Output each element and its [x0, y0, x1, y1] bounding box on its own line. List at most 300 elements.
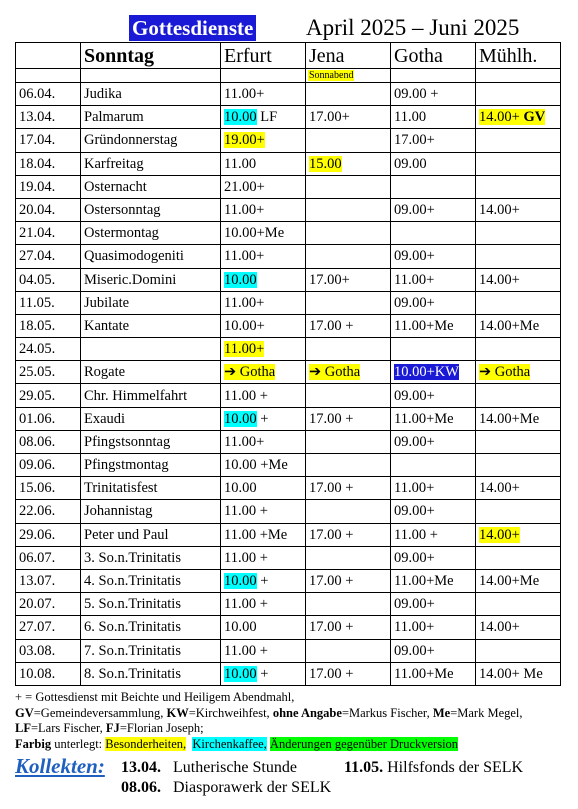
- service-name-cell: [81, 338, 221, 361]
- jena-cell: [306, 593, 391, 616]
- subhead-cell: [81, 69, 221, 83]
- erfurt-cell: [221, 407, 306, 430]
- date-cell: [16, 268, 81, 291]
- date-cell-value: 06.07.: [19, 549, 56, 566]
- erfurt-cell-value: 21.00+: [224, 178, 265, 195]
- erfurt-cell-value: +: [260, 665, 269, 682]
- erfurt-cell: [221, 500, 306, 523]
- legend-text: =Lars Fischer,: [30, 721, 106, 735]
- service-name-cell-value: Rogate: [84, 364, 126, 381]
- collection-text: Diasporawerk der SELK: [173, 779, 332, 796]
- service-name-cell: [81, 407, 221, 430]
- muehlh-cell: [476, 593, 561, 616]
- date-cell: [16, 175, 81, 198]
- muehlh-cell: [476, 198, 561, 221]
- date-cell: [16, 83, 81, 106]
- service-name-cell-value: 3. So.n.Trinitatis: [84, 549, 181, 566]
- collections-label: Kollekten:: [15, 754, 105, 778]
- gotha-cell-value: 09.00+: [394, 549, 435, 566]
- muehlh-cell-value: 14.00+: [479, 109, 520, 126]
- gotha-cell: [391, 477, 476, 500]
- jena-cell: [306, 662, 391, 685]
- erfurt-cell-value: 11.00+: [224, 341, 265, 358]
- jena-cell: [306, 222, 391, 245]
- table-row: [16, 175, 561, 198]
- muehlh-cell-value: 14.00+: [479, 480, 520, 497]
- legend-line-3: [15, 721, 565, 737]
- jena-cell-value: 17.00 +: [309, 317, 354, 334]
- erfurt-cell-value: 11.00 +: [224, 549, 268, 566]
- service-name-cell: [81, 361, 221, 384]
- date-cell: [16, 384, 81, 407]
- jena-cell: [306, 198, 391, 221]
- collection-item: [121, 778, 331, 798]
- erfurt-cell-value: 10.00 +Me: [224, 457, 288, 474]
- muehlh-cell-value: ➔ Gotha: [479, 364, 531, 381]
- muehlh-cell: [476, 384, 561, 407]
- jena-cell-value: 17.00 +: [309, 619, 354, 636]
- service-name-cell-value: Exaudi: [84, 410, 126, 427]
- gotha-cell: [391, 314, 476, 337]
- date-cell: [16, 129, 81, 152]
- service-name-cell: [81, 291, 221, 314]
- service-name-cell-value: Pfingstmontag: [84, 457, 169, 474]
- gotha-cell-value: 11.00+Me: [394, 410, 454, 427]
- erfurt-cell-value: ➔ Gotha: [224, 364, 276, 381]
- muehlh-cell: [476, 639, 561, 662]
- erfurt-cell-value: 11.00: [224, 155, 257, 172]
- table-row: [16, 83, 561, 106]
- date-cell-value: 11.05.: [19, 294, 55, 311]
- subhead-cell: [306, 69, 391, 83]
- jena-cell: [306, 384, 391, 407]
- jena-cell: [306, 268, 391, 291]
- table-row: [16, 454, 561, 477]
- date-cell-value: 29.06.: [19, 526, 56, 543]
- page-title: Gottesdienste: [129, 15, 256, 41]
- subhead-cell: [221, 69, 306, 83]
- table-row: [16, 593, 561, 616]
- gotha-cell-value: 11.00+: [394, 619, 435, 636]
- jena-cell-value: 17.00 +: [309, 665, 354, 682]
- date-cell-value: 24.05.: [19, 341, 56, 358]
- legend-key: LF: [15, 721, 31, 735]
- erfurt-cell: [221, 454, 306, 477]
- gotha-cell-value: 09.00+: [394, 433, 435, 450]
- erfurt-cell: [221, 569, 306, 592]
- service-name-cell-value: Pfingstsonntag: [84, 433, 171, 450]
- color-tag-coffee: Kirchenkaffee,: [192, 736, 267, 751]
- gotha-cell-value: 11.00+: [394, 480, 435, 497]
- muehlh-cell: [476, 152, 561, 175]
- col-date-header: [16, 43, 81, 69]
- gotha-cell-value: 09.00+: [394, 387, 435, 404]
- erfurt-cell-value: 10.00: [224, 109, 257, 126]
- service-name-cell: [81, 430, 221, 453]
- muehlh-cell-value: 14.00+Me: [479, 410, 540, 427]
- date-cell-value: 13.07.: [19, 573, 56, 590]
- legend-line-1: + = Gottesdienst mit Beichte und Heiligem Abendmahl,: [15, 690, 295, 704]
- jena-cell: [306, 152, 391, 175]
- erfurt-cell-value: 10.00+: [224, 317, 265, 334]
- date-cell-value: 27.04.: [19, 248, 56, 265]
- muehlh-cell-value: 14.00+: [479, 526, 520, 543]
- table-row: [16, 291, 561, 314]
- erfurt-cell: [221, 593, 306, 616]
- date-cell-value: 19.04.: [19, 178, 56, 195]
- date-cell-value: 20.07.: [19, 596, 56, 613]
- collection-item: [121, 758, 297, 778]
- date-cell-value: 22.06.: [19, 503, 56, 520]
- jena-cell-value: 17.00 +: [309, 526, 354, 543]
- erfurt-cell: [221, 477, 306, 500]
- legend-key: ohne Angabe: [272, 705, 342, 720]
- erfurt-cell: [221, 384, 306, 407]
- gotha-cell-value: 11.00+Me: [394, 317, 454, 334]
- service-name-cell-value: Quasimodogeniti: [84, 248, 184, 265]
- muehlh-cell: [476, 106, 561, 129]
- jena-cell: [306, 175, 391, 198]
- erfurt-cell-value: 10.00: [224, 271, 257, 288]
- gotha-cell-value: 11.00+: [394, 271, 435, 288]
- date-cell: [16, 639, 81, 662]
- gotha-cell: [391, 593, 476, 616]
- service-name-cell-value: Ostermontag: [84, 225, 159, 242]
- gotha-cell-value: 09.00+: [394, 642, 435, 659]
- legend-key: Me: [432, 705, 451, 720]
- jena-cell: [306, 454, 391, 477]
- gotha-cell-value: 09.00+: [394, 248, 435, 265]
- gotha-cell: [391, 291, 476, 314]
- muehlh-cell-value: GV: [519, 109, 546, 126]
- date-cell-value: 20.04.: [19, 202, 56, 219]
- erfurt-cell-value: 11.00+: [224, 248, 265, 265]
- erfurt-cell: [221, 639, 306, 662]
- header: [0, 14, 578, 42]
- gotha-cell-value: 11.00+Me: [394, 665, 454, 682]
- color-tag-changes: Änderungen gegenüber Druckversion: [269, 736, 459, 751]
- gotha-cell: [391, 245, 476, 268]
- muehlh-cell: [476, 83, 561, 106]
- erfurt-cell-value: 11.00+: [224, 294, 265, 311]
- date-cell-value: 27.07.: [19, 619, 56, 636]
- service-name-cell-value: Miseric.Domini: [84, 271, 177, 288]
- muehlh-cell: [476, 523, 561, 546]
- erfurt-cell: [221, 314, 306, 337]
- jena-cell-value: 17.00+: [309, 271, 350, 288]
- jena-cell-value: 17.00 +: [309, 480, 354, 497]
- gotha-cell: [391, 546, 476, 569]
- legend: [15, 690, 565, 752]
- muehlh-cell-value: 14.00+Me: [479, 573, 540, 590]
- table-row: [16, 500, 561, 523]
- service-name-cell-value: Palmarum: [84, 109, 144, 126]
- service-name-cell: [81, 384, 221, 407]
- erfurt-cell-value: 11.00+: [224, 202, 265, 219]
- date-cell: [16, 430, 81, 453]
- legend-key: Farbig: [15, 736, 52, 751]
- date-cell: [16, 662, 81, 685]
- muehlh-cell: [476, 222, 561, 245]
- muehlh-cell: [476, 430, 561, 453]
- service-name-cell: [81, 500, 221, 523]
- jena-cell: [306, 569, 391, 592]
- muehlh-cell: [476, 500, 561, 523]
- gotha-cell: [391, 523, 476, 546]
- table-row: [16, 152, 561, 175]
- date-cell: [16, 523, 81, 546]
- erfurt-cell-value: 10.00: [224, 410, 257, 427]
- jena-cell-value: 17.00 +: [309, 410, 354, 427]
- service-name-cell: [81, 639, 221, 662]
- collection-text: Hilfsfonds der SELK: [387, 759, 524, 776]
- legend-text: unterlegt:: [51, 736, 106, 751]
- collection-date: 08.06.: [121, 779, 161, 796]
- muehlh-cell-value: 14.00+: [479, 619, 520, 636]
- gotha-cell-value: 17.00+: [394, 132, 435, 149]
- muehlh-cell: [476, 129, 561, 152]
- gotha-cell: [391, 222, 476, 245]
- period-label: April 2025 – Juni 2025: [306, 15, 520, 40]
- date-cell-value: 04.05.: [19, 271, 56, 288]
- jena-cell: [306, 430, 391, 453]
- service-name-cell-value: 5. So.n.Trinitatis: [84, 596, 181, 613]
- jena-cell: [306, 83, 391, 106]
- jena-cell: [306, 523, 391, 546]
- muehlh-cell: [476, 546, 561, 569]
- table-row: [16, 407, 561, 430]
- gotha-cell: [391, 361, 476, 384]
- gotha-cell: [391, 198, 476, 221]
- subhead-cell: [391, 69, 476, 83]
- service-name-cell: [81, 314, 221, 337]
- gotha-cell: [391, 384, 476, 407]
- date-cell: [16, 152, 81, 175]
- legend-text: =Gemeindeversammlung,: [33, 705, 167, 720]
- date-cell: [16, 106, 81, 129]
- gotha-cell-value: 09.00+: [394, 596, 435, 613]
- gotha-cell: [391, 268, 476, 291]
- muehlh-cell: [476, 245, 561, 268]
- muehlh-cell: [476, 361, 561, 384]
- erfurt-cell: [221, 198, 306, 221]
- date-cell: [16, 291, 81, 314]
- date-cell-value: 06.04.: [19, 86, 56, 103]
- legend-text: =Markus Fischer,: [341, 705, 433, 720]
- service-name-cell: [81, 268, 221, 291]
- gotha-cell: [391, 83, 476, 106]
- erfurt-cell-value: 11.00 +: [224, 642, 268, 659]
- legend-key: KW: [166, 705, 189, 720]
- table-row: [16, 314, 561, 337]
- gotha-cell-value: 09.00+: [394, 503, 435, 520]
- erfurt-cell-value: 11.00+: [224, 433, 265, 450]
- gotha-cell-value: 11.00+Me: [394, 573, 454, 590]
- gotha-cell: [391, 106, 476, 129]
- jena-cell-value: 17.00+: [309, 109, 350, 126]
- erfurt-cell: [221, 430, 306, 453]
- erfurt-cell: [221, 129, 306, 152]
- gotha-cell: [391, 569, 476, 592]
- date-cell: [16, 593, 81, 616]
- erfurt-cell: [221, 616, 306, 639]
- erfurt-cell-value: +: [260, 410, 269, 427]
- service-name-cell: [81, 129, 221, 152]
- legend-line-4: [15, 737, 565, 753]
- erfurt-cell-value: +: [260, 573, 269, 590]
- erfurt-cell: [221, 291, 306, 314]
- muehlh-cell: [476, 569, 561, 592]
- muehlh-cell: [476, 616, 561, 639]
- erfurt-cell-value: 10.00+Me: [224, 225, 285, 242]
- muehlh-cell: [476, 477, 561, 500]
- jena-cell: [306, 361, 391, 384]
- gotha-cell-value: 11.00: [394, 109, 427, 126]
- gotha-cell: [391, 616, 476, 639]
- gotha-cell: [391, 338, 476, 361]
- table-row: [16, 523, 561, 546]
- service-name-cell-value: Judika: [84, 86, 122, 103]
- erfurt-cell-value: LF: [260, 109, 278, 126]
- table-row: [16, 338, 561, 361]
- gotha-cell: [391, 175, 476, 198]
- service-name-cell-value: Gründonnerstag: [84, 132, 178, 149]
- service-name-cell: [81, 152, 221, 175]
- service-name-cell-value: Peter und Paul: [84, 526, 169, 543]
- collection-text: Lutherische Stunde: [173, 759, 297, 776]
- col-muehlh-header: Mühlh.: [476, 43, 561, 69]
- col-gotha-header: Gotha: [391, 43, 476, 69]
- table-subheader-row: [16, 69, 561, 83]
- date-cell: [16, 338, 81, 361]
- date-cell-value: 09.06.: [19, 457, 56, 474]
- erfurt-cell-value: 10.00: [224, 665, 257, 682]
- erfurt-cell-value: 11.00 +: [224, 387, 268, 404]
- gotha-cell: [391, 662, 476, 685]
- service-name-cell-value: 7. So.n.Trinitatis: [84, 642, 181, 659]
- muehlh-cell: [476, 268, 561, 291]
- date-cell-value: 18.04.: [19, 155, 56, 172]
- collection-date: 13.04.: [121, 759, 161, 776]
- gotha-cell: [391, 430, 476, 453]
- service-name-cell: [81, 454, 221, 477]
- gotha-cell: [391, 129, 476, 152]
- jena-cell: [306, 245, 391, 268]
- service-name-cell-value: Ostersonntag: [84, 202, 161, 219]
- erfurt-cell: [221, 662, 306, 685]
- erfurt-cell-value: 10.00: [224, 619, 257, 636]
- legend-line-2: [15, 706, 565, 722]
- jena-cell: [306, 500, 391, 523]
- date-cell: [16, 500, 81, 523]
- date-cell: [16, 616, 81, 639]
- date-cell: [16, 222, 81, 245]
- date-cell-value: 15.06.: [19, 480, 56, 497]
- service-name-cell: [81, 569, 221, 592]
- gotha-cell-value: 09.00+: [394, 294, 435, 311]
- col-sunday-header: Sonntag: [81, 43, 221, 69]
- gotha-cell-value: 09.00+: [394, 202, 435, 219]
- date-cell-value: 03.08.: [19, 642, 56, 659]
- muehlh-cell-value: 14.00+: [479, 202, 520, 219]
- service-name-cell-value: Osternacht: [84, 178, 147, 195]
- service-name-cell: [81, 175, 221, 198]
- table-row: [16, 477, 561, 500]
- date-cell-value: 25.05.: [19, 364, 56, 381]
- legend-key: FJ: [105, 721, 120, 735]
- erfurt-cell-value: 10.00: [224, 480, 257, 497]
- muehlh-cell: [476, 175, 561, 198]
- erfurt-cell: [221, 222, 306, 245]
- col-erfurt-header: Erfurt: [221, 43, 306, 69]
- muehlh-cell: [476, 314, 561, 337]
- table-row: [16, 106, 561, 129]
- date-cell: [16, 454, 81, 477]
- erfurt-cell: [221, 152, 306, 175]
- jena-cell: [306, 106, 391, 129]
- legend-key: GV: [15, 705, 34, 720]
- date-cell-value: 13.04.: [19, 109, 56, 126]
- date-cell-value: 01.06.: [19, 410, 56, 427]
- date-cell: [16, 407, 81, 430]
- erfurt-cell-value: 11.00 +: [224, 596, 268, 613]
- muehlh-cell-value: 14.00+Me: [479, 317, 540, 334]
- jena-cell-value: ➔ Gotha: [309, 364, 361, 381]
- table-row: [16, 639, 561, 662]
- schedule-table: [15, 42, 561, 686]
- gotha-cell: [391, 500, 476, 523]
- table-row: [16, 129, 561, 152]
- jena-saturday-note: Sonnabend: [309, 70, 354, 81]
- service-name-cell: [81, 662, 221, 685]
- table-header-row: [16, 43, 561, 69]
- muehlh-cell: [476, 338, 561, 361]
- collections-section: [15, 754, 575, 804]
- service-name-cell-value: 4. So.n.Trinitatis: [84, 573, 181, 590]
- erfurt-cell-value: 10.00: [224, 573, 257, 590]
- jena-cell: [306, 407, 391, 430]
- date-cell: [16, 198, 81, 221]
- jena-cell: [306, 616, 391, 639]
- table-row: [16, 268, 561, 291]
- service-name-cell: [81, 616, 221, 639]
- table-row: [16, 198, 561, 221]
- date-cell-value: 21.04.: [19, 225, 56, 242]
- date-cell: [16, 245, 81, 268]
- date-cell: [16, 314, 81, 337]
- service-name-cell: [81, 546, 221, 569]
- jena-cell-value: 17.00 +: [309, 573, 354, 590]
- erfurt-cell: [221, 83, 306, 106]
- service-name-cell: [81, 593, 221, 616]
- legend-text: =Mark Megel,: [450, 705, 523, 720]
- jena-cell: [306, 129, 391, 152]
- service-name-cell-value: Johannistag: [84, 503, 153, 520]
- erfurt-cell: [221, 361, 306, 384]
- table-row: [16, 384, 561, 407]
- date-cell-value: 18.05.: [19, 317, 56, 334]
- jena-cell-value: 15.00: [309, 155, 342, 172]
- gotha-cell-value: 10.00+KW: [394, 364, 459, 381]
- gotha-cell: [391, 454, 476, 477]
- col-jena-header: Jena: [306, 43, 391, 69]
- collection-item: [344, 758, 523, 778]
- service-name-cell-value: Trinitatisfest: [84, 480, 158, 497]
- jena-cell: [306, 291, 391, 314]
- muehlh-cell: [476, 662, 561, 685]
- erfurt-cell: [221, 523, 306, 546]
- service-name-cell: [81, 198, 221, 221]
